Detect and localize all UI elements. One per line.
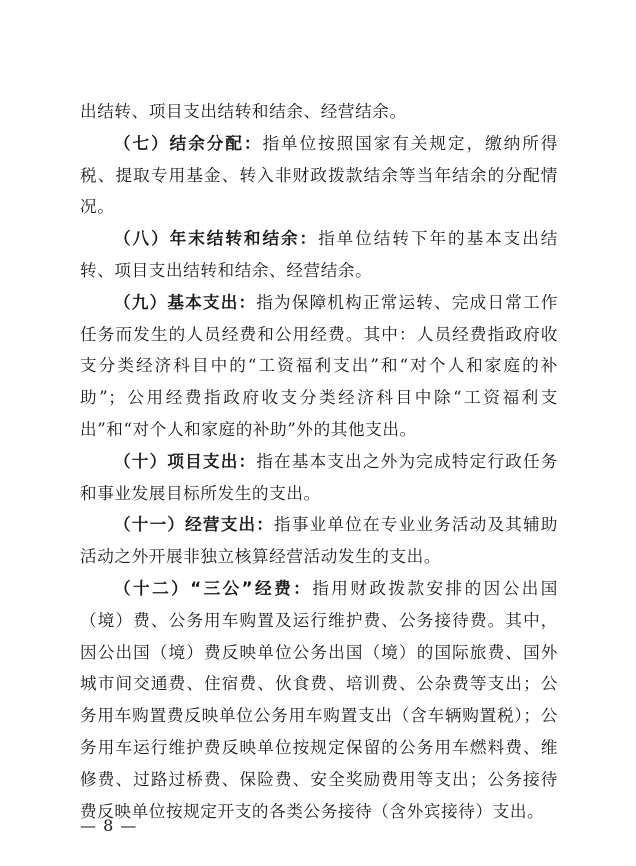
paragraph-text: 指单位按照国家有关规定，缴纳所得税、提取专用基金、转入非财政拨款结余等当年结余的分配情况。 <box>80 133 558 217</box>
paragraph-three-public-expenses <box>80 573 558 827</box>
paragraph-heading: （十二）“三公”经费： <box>114 578 313 598</box>
document-body <box>80 96 558 827</box>
page-number: — 8 — <box>80 816 138 835</box>
paragraph-text: 出结转、项目支出结转和结余、经营结余。 <box>80 102 407 121</box>
paragraph-heading: （七）结余分配： <box>114 133 263 153</box>
paragraph-continuation <box>80 96 558 128</box>
paragraph-text: 指单位结转下年的基本支出结转、项目支出结转和结余、经营结余。 <box>80 229 558 280</box>
paragraph-basic-expenditure <box>80 287 558 446</box>
paragraph-heading: （九）基本支出： <box>114 292 257 312</box>
paragraph-project-expenditure <box>80 446 558 510</box>
paragraph-heading: （十一）经营支出： <box>114 515 275 535</box>
paragraph-year-end-carryover <box>80 223 558 287</box>
paragraph-text: 指为保障机构正常运转、完成日常工作任务而发生的人员经费和公用经费。其中：人员经费指政府收支分类经济科目中的“工资福利支出”和“对个人和家庭的补助”；公用经费指政府收支分类经济科目中除“工资福利支出”和“对个人和家庭的补助”外的其他支出。 <box>80 292 558 439</box>
paragraph-text: 指在基本支出之外为完成特定行政任务和事业发展目标所发生的支出。 <box>80 451 558 503</box>
paragraph-text: 指事业单位在专业业务活动及其辅助活动之外开展非独立核算经营活动发生的支出。 <box>80 515 558 567</box>
paragraph-heading: （十）项目支出： <box>114 451 257 471</box>
paragraph-text: 指用财政拨款安排的因公出国（境）费、公务用车购置及运行维护费、公务接待费。其中，因公出国（境）费反映单位公务出国（境）的国际旅费、国外城市间交通费、住宿费、伙食费、培训费、公杂费等支出；公务用车购置费反映单位公务用车购置支出（含车辆购置税）；公务用车运行维护费反映单位按规定保留的公务用车燃料费、维修费、过路过桥费、保险费、安全奖励费用等支出；公务接待费反映单位按规定开支的各类公务接待（含外宾接待）支出。 <box>80 578 558 821</box>
paragraph-heading: （八）年末结转和结余： <box>114 229 319 249</box>
paragraph-surplus-distribution <box>80 128 558 223</box>
paragraph-operating-expenditure <box>80 509 558 573</box>
